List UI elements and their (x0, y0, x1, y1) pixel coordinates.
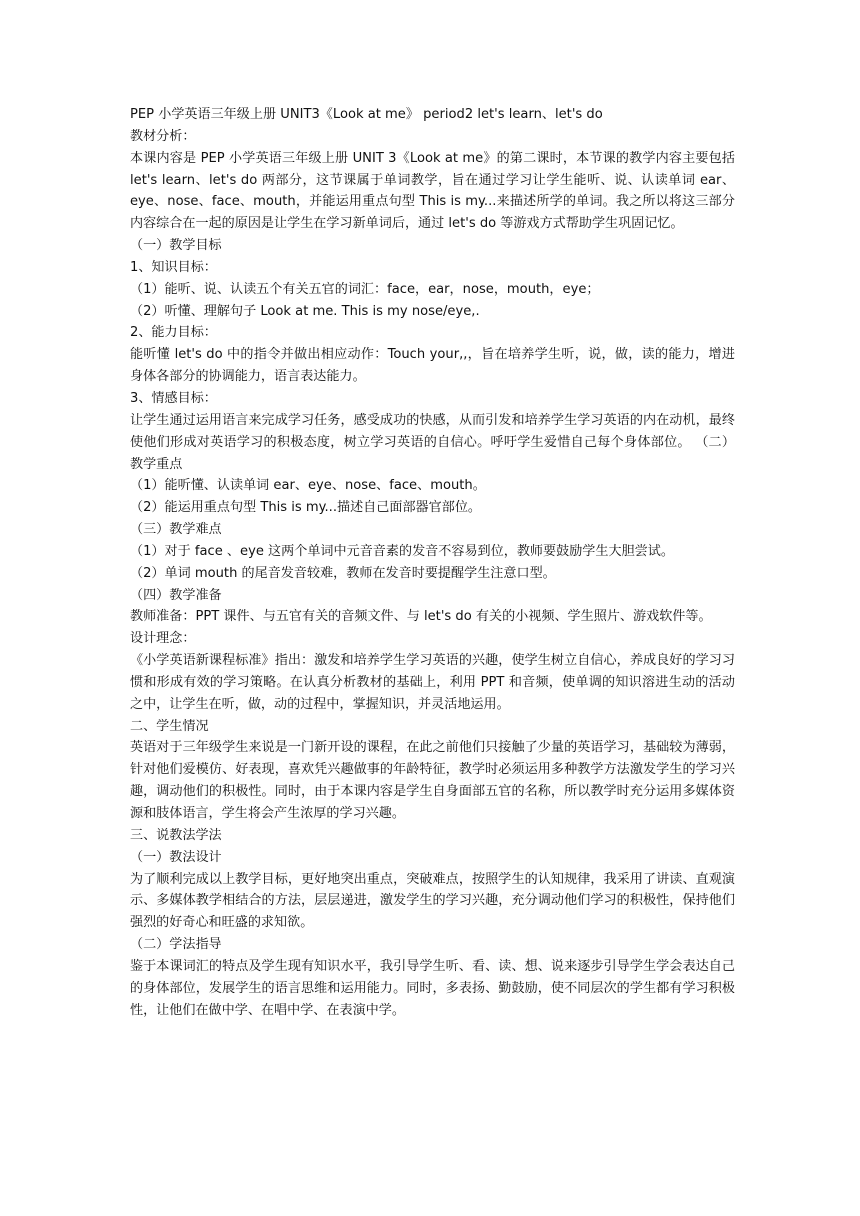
knowledge-goal-item: （2）听懂、理解句子 Look at me. This is my nose/eye,. (130, 303, 480, 319)
section-teaching-goals: （一）教学目标 (130, 238, 222, 254)
heading-emotion-goals: 3、情感目标： (130, 390, 217, 406)
paragraph-teaching-design: 为了顺利完成以上教学目标，更好地突出重点，突破难点，按照学生的认知规律，我采用了讲读、直观演示、多媒体教学相结合的方法，层层递进，激发学生的学习兴趣，充分调动他们学习的积极性，保持他们强烈的好奇心和旺盛的求知欲。 (130, 871, 735, 931)
paragraph-ability: 能听懂 let's do 中的指令并做出相应动作：Touch your,,，旨在培养学生听，说，做，读的能力，增进身体各部分的协调能力，语言表达能力。 (130, 347, 735, 385)
knowledge-goal-item: （1）能听、说、认读五个有关五官的词汇：face，ear，nose，mouth，eye； (130, 281, 600, 297)
difficulty-item: （1）对于 face 、eye 这两个单词中元音音素的发音不容易到位，教师要鼓励学生大胆尝试。 (130, 543, 674, 559)
paragraph-learning-guidance: 鉴于本课词汇的特点及学生现有知识水平，我引导学生听、看、读、想、说来逐步引导学生学会表达自己的身体部位，发展学生的语言思维和运用能力。同时，多表扬、勤鼓励，使不同层次的学生都有学习积极性，让他们在做中学、在唱中学、在表演中学。 (130, 958, 735, 1018)
heading-design-concept: 设计理念： (130, 631, 196, 647)
heading-ability-goals: 2、能力目标： (130, 325, 217, 341)
paragraph-analysis: 本课内容是 PEP 小学英语三年级上册 UNIT 3《Look at me》的第二课时，本节课的教学内容主要包括 let's learn、let's do 两部分，这节课属于单词教学，旨在通过学习让学生能听、说、认读单词 ear、eye、nose、face、mouth，并能运用重点句型 This is my...来描述所学的单词。我之所以将这三部分内容综合在一起的原因是让学生在学习新单词后，通过 let's do 等游戏方式帮助学生巩固记忆。 (130, 150, 735, 232)
difficulty-item: （2）单词 mouth 的尾音发音较难，教师在发音时要提醒学生注意口型。 (130, 565, 556, 581)
paragraph-emotion: 让学生通过运用语言来完成学习任务，感受成功的快感，从而引发和培养学生学习英语的内在动机，最终使他们形成对英语学习的积极态度，树立学习英语的自信心。呼吁学生爱惜自己每个身体部位。 （二）教学重点 (130, 412, 735, 472)
paragraph-preparation: 教师准备：PPT 课件、与五官有关的音频文件、与 let's do 有关的小视频、学生照片、游戏软件等。 (130, 609, 712, 625)
section-preparation: （四）教学准备 (130, 587, 222, 603)
section-teaching-design: （一）教法设计 (130, 849, 222, 865)
section-difficulties: （三）教学难点 (130, 522, 222, 538)
paragraph-students: 英语对于三年级学生来说是一门新开设的课程，在此之前他们只接触了少量的英语学习，基础较为薄弱，针对他们爱模仿、好表现，喜欢凭兴趣做事的年龄特征，教学时必须运用多种教学方法激发学生的学习兴趣，调动他们的积极性。同时，由于本课内容是学生自身面部五官的名称，所以教学时充分运用多媒体资源和肢体语言，学生将会产生浓厚的学习兴趣。 (130, 740, 735, 821)
heading-knowledge-goals: 1、知识目标： (130, 259, 217, 275)
key-point-item: （1）能听懂、认读单词 ear、eye、nose、face、mouth。 (130, 478, 486, 494)
document-title: PEP 小学英语三年级上册 UNIT3《Look at me》 period2 let's learn、let's do (130, 107, 603, 122)
section-learning-guidance: （二）学法指导 (130, 937, 222, 953)
heading-students: 二、学生情况 (130, 718, 209, 734)
document-body (130, 104, 735, 1021)
key-point-item: （2）能运用重点句型 This is my...描述自己面部器官部位。 (130, 500, 482, 516)
heading-methods: 三、说教法学法 (130, 827, 222, 843)
paragraph-design-concept: 《小学英语新课程标准》指出：激发和培养学生学习英语的兴趣，使学生树立自信心，养成良好的学习习惯和形成有效的学习策略。在认真分析教材的基础上，利用 PPT 和音频，使单调的知识溶进生动的活动之中，让学生在听，做，动的过程中，掌握知识，并灵活地运用。 (130, 653, 735, 712)
heading-analysis: 教材分析： (130, 128, 196, 144)
